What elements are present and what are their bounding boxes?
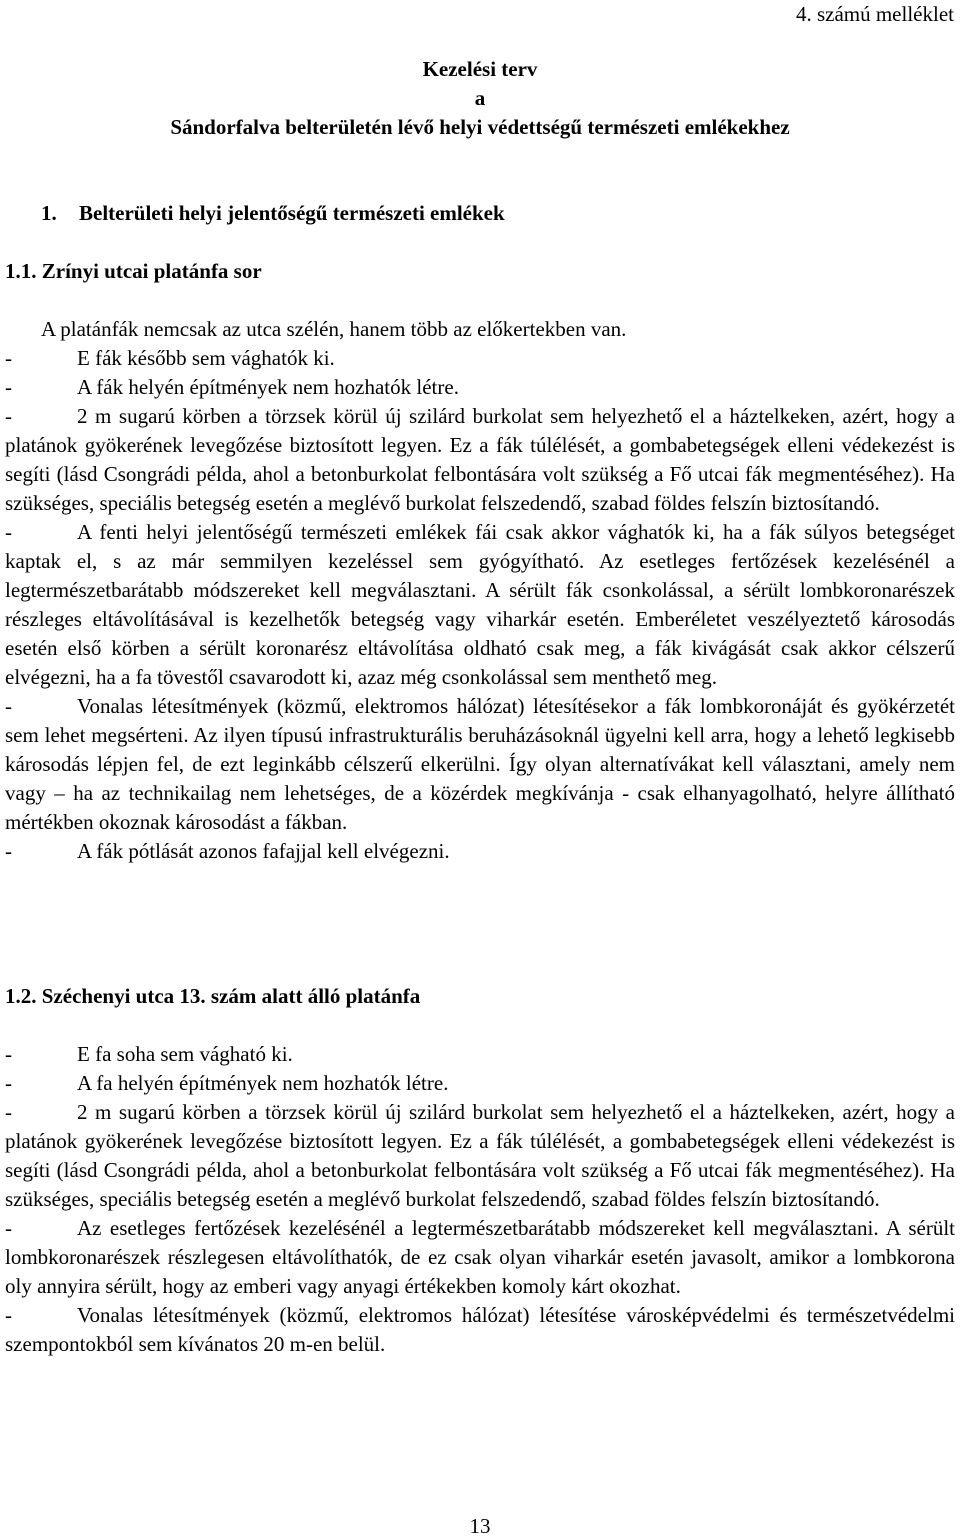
list-item-text: A fa helyén építmények nem hozhatók létre. (77, 1071, 449, 1095)
bullet-dash: - (5, 1100, 12, 1124)
section-number: 1. (41, 201, 57, 225)
subsection-heading-1-1: 1.1. Zrínyi utcai platánfa sor (5, 259, 262, 283)
bullet-dash: - (5, 404, 12, 428)
list-item-text: A fenti helyi jelentőségű természeti emlékek fái csak akkor vághatók ki, ha a fák súlyos betegséget kaptak el, s az már semmilyen kezeléssel sem gyógyítható. Az esetleges fertőzések kezelésénél a legtermészetbarátabb módszereket kell megválasztani. A sérült fák csonkolással, a sérült lombkoronarészek részleges eltávolításával is kezelhetők betegség vagy viharkár esetén. Emberéletet veszélyeztető károsodás esetén első körben a sérült koronarész eltávolítása oldható csak meg, a fák kivágását csak akkor célszerű elvégezni, ha a fa tövestől csavarodott ki, azaz még csonkolással sem menthető meg. (5, 520, 955, 689)
list-item-text: A fák helyén építmények nem hozhatók létre. (77, 375, 459, 399)
list-item (5, 373, 955, 402)
title-line-1: Kezelési terv (422, 57, 538, 81)
list-item (5, 402, 955, 518)
bullet-dash: - (5, 375, 12, 399)
bullet-dash: - (5, 346, 12, 370)
list-item (5, 518, 955, 692)
page-number: 13 (469, 1514, 491, 1538)
list-item (5, 1040, 955, 1069)
section-heading-text: Belterületi helyi jelentőségű természeti emlékek (79, 201, 505, 225)
list-item-text: E fák később sem vághatók ki. (77, 346, 335, 370)
list-item (5, 1214, 955, 1301)
bullet-dash: - (5, 1303, 12, 1327)
bullet-dash: - (5, 1216, 12, 1240)
annex-label: 4. számú melléklet (795, 2, 954, 26)
bullet-dash: - (5, 1042, 12, 1066)
bullet-dash: - (5, 520, 12, 544)
document-title (0, 55, 960, 142)
bullet-dash: - (5, 1071, 12, 1095)
list-item-text: A fák pótlását azonos fafajjal kell elvégezni. (77, 839, 450, 863)
list-item-text: E fa soha sem vágható ki. (77, 1042, 293, 1066)
bullet-dash: - (5, 839, 12, 863)
subsection-heading-1-2: 1.2. Széchenyi utca 13. szám alatt álló platánfa (5, 984, 421, 1008)
bullet-dash: - (5, 694, 12, 718)
list-item (5, 344, 955, 373)
list-item-text: Az esetleges fertőzések kezelésénél a legtermészetbarátabb módszereket kell megválasztani. A sérült lombkoronarészek részlegesen eltávolíthatók, de ez csak olyan viharkár esetén javasolt, amikor a lombkorona oly annyira sérült, hogy az emberi vagy anyagi értékekben komoly kárt okozhat. (5, 1216, 955, 1298)
list-item-text: 2 m sugarú körben a törzsek körül új szilárd burkolat sem helyezhető el a háztelkeken, azért, hogy a platánok gyökerének levegőzése biztosított legyen. Ez a fák túlélését, a gombabetegségek elleni védekezést is segíti (lásd Csongrádi példa, ahol a betonburkolat felbontására volt szükség a Fő utcai fák megmentéséhez). Ha szükséges, speciális betegség esetén a meglévő burkolat felszedendő, szabad földes felszín biztosítandó. (5, 404, 955, 515)
subsection-body-1-2 (5, 1040, 955, 1359)
list-item-text: Vonalas létesítmények (közmű, elektromos hálózat) létesítésekor a fák lombkoronáját és gyökérzetét sem lehet megsérteni. Az ilyen típusú infrastrukturális beruházásoknál ügyelni kell arra, hogy a lehető legkisebb károsodás lépjen fel, de ezt leginkább célszerű elkerülni. Így olyan alternatívákat kell választani, amely nem vagy – ha az technikailag nem lehetséges, de a közérdek megkívánja - csak elhanyagolható, helyre állítható mértékben okoznak károsodást a fákban. (5, 694, 955, 834)
list-item (5, 837, 955, 866)
list-item-text: Vonalas létesítmények (közmű, elektromos hálózat) létesítése városképvédelmi és természetvédelmi szempontokból sem kívánatos 20 m-en belül. (5, 1303, 955, 1356)
list-item (5, 1069, 955, 1098)
subsection-body-1-1 (5, 315, 955, 866)
list-item (5, 1301, 955, 1359)
subsection-intro: A platánfák nemcsak az utca szélén, hanem több az előkertekben van. (41, 317, 627, 341)
list-item (5, 692, 955, 837)
list-item (5, 1098, 955, 1214)
list-item-text: 2 m sugarú körben a törzsek körül új szilárd burkolat sem helyezhető el a háztelkeken, azért, hogy a platánok gyökerének levegőzése biztosított legyen. Ez a fák túlélését, a gombabetegségek elleni védekezést is segíti (lásd Csongrádi példa, ahol a betonburkolat felbontására volt szükség a Fő utcai fák megmentéséhez). Ha szükséges, speciális betegség esetén a meglévő burkolat felszedendő, szabad földes felszín biztosítandó. (5, 1100, 955, 1211)
title-line-3: Sándorfalva belterületén lévő helyi védettségű természeti emlékekhez (170, 115, 790, 139)
title-line-2: a (474, 86, 486, 110)
section-heading-1 (41, 199, 505, 228)
